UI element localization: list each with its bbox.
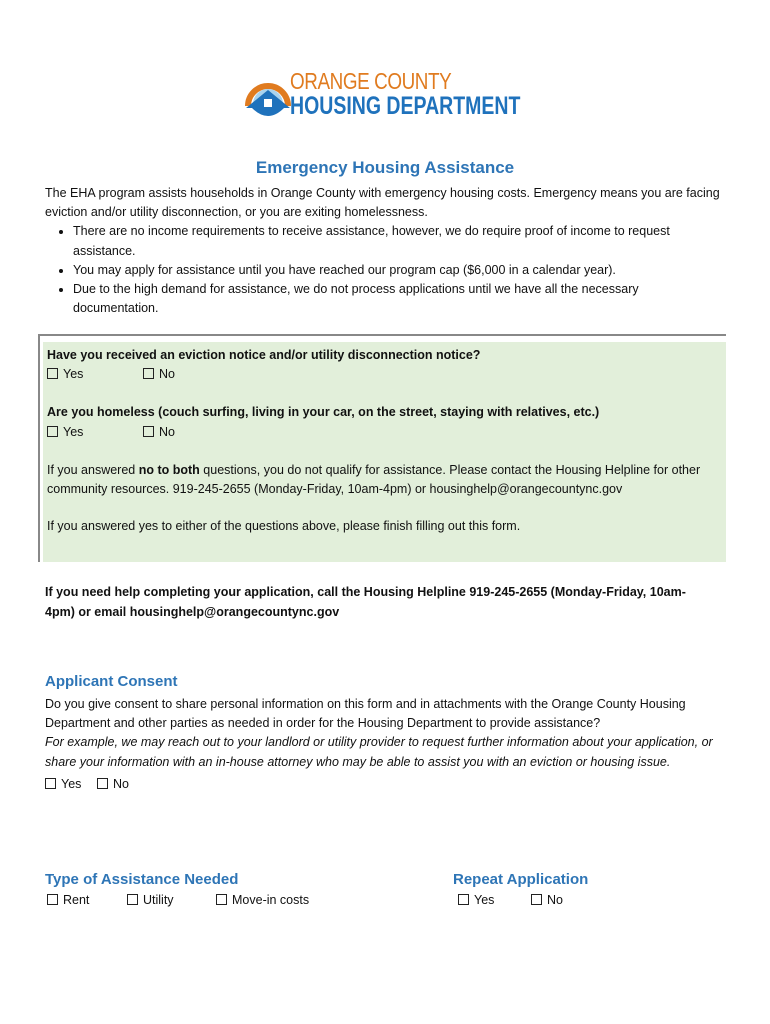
note-bold: no to both — [138, 462, 200, 477]
label: No — [547, 893, 563, 907]
logo-line1: ORANGE COUNTY — [290, 68, 452, 94]
question-homeless: Are you homeless (couch surfing, living in your car, on the street, staying with relatives, etc.) — [47, 405, 600, 420]
homeless-yes-checkbox[interactable] — [47, 423, 143, 442]
assistance-options — [47, 893, 309, 907]
bullet: • There are no income requirements to receive assistance, however, we do require proof of income to request assistance. — [73, 222, 725, 260]
intro — [45, 184, 725, 318]
consent-section — [45, 695, 725, 794]
eligibility-note2: If you answered yes to either of the questions above, please finish filling out this form. — [47, 519, 521, 534]
label: No — [159, 367, 175, 382]
checkbox-icon — [458, 894, 469, 905]
logo-line2: HOUSING DEPARTMENT — [290, 92, 521, 120]
move-in-checkbox[interactable] — [216, 893, 309, 907]
eviction-no-checkbox[interactable] — [143, 365, 175, 384]
utility-checkbox[interactable] — [127, 893, 216, 907]
consent-no-checkbox[interactable] — [97, 775, 129, 794]
note-text: If you answered — [47, 462, 139, 477]
label: No — [159, 424, 175, 439]
label: Yes — [63, 424, 84, 439]
bullet: • You may apply for assistance until you have reached our program cap ($6,000 in a calendar year). — [73, 261, 725, 280]
label: Move-in costs — [232, 893, 310, 907]
repeat-heading: Repeat Application — [453, 871, 589, 888]
label: Yes — [474, 893, 495, 907]
homeless-no-checkbox[interactable] — [143, 423, 175, 442]
eligibility-note — [47, 461, 722, 499]
assistance-heading: Type of Assistance Needed — [45, 871, 239, 888]
bullet: • Due to the high demand for assistance, we do not process applications until we have all the necessary documentation. — [73, 280, 725, 318]
checkbox-icon — [97, 778, 108, 789]
logo — [244, 66, 534, 126]
checkbox-icon — [143, 426, 154, 437]
consent-example: For example, we may reach out to your landlord or utility provider to request further information about your application, or share your information with an in-house attorney who may be able to assist you with an eviction or housing issue. — [45, 735, 713, 769]
label: Utility — [143, 893, 174, 907]
label: Yes — [63, 367, 84, 382]
checkbox-icon — [143, 368, 154, 379]
checkbox-icon — [127, 894, 138, 905]
consent-heading: Applicant Consent — [45, 673, 178, 690]
intro-bullets — [45, 222, 725, 318]
label: Rent — [63, 893, 90, 907]
note-text: questions, you do not qualify for assistance. Please contact the Housing Helpline for other community resources. 919-245-2655 (Monday-Friday, 10am-4pm) or housinghelp@orangecountync.gov — [47, 462, 701, 497]
label: No — [113, 776, 129, 791]
checkbox-icon — [47, 426, 58, 437]
repeat-no-checkbox[interactable] — [531, 893, 563, 907]
checkbox-icon — [47, 894, 58, 905]
repeat-yes-checkbox[interactable] — [458, 893, 531, 907]
checkbox-icon — [45, 778, 56, 789]
label: Yes — [61, 776, 82, 791]
checkbox-icon — [47, 368, 58, 379]
question-eviction: Have you received an eviction notice and/or utility disconnection notice? — [47, 348, 481, 362]
intro-text: The EHA program assists households in Orange County with emergency housing costs. Emergency means you are facing eviction and/or utility disconnection, or you are exiting homelessness. — [45, 186, 720, 220]
checkbox-icon — [216, 894, 227, 905]
rent-checkbox[interactable] — [47, 893, 127, 907]
house-logo-icon — [244, 66, 292, 122]
eligibility-box — [38, 334, 726, 562]
eviction-yes-checkbox[interactable] — [47, 365, 143, 384]
checkbox-icon — [531, 894, 542, 905]
repeat-options — [458, 893, 563, 907]
consent-yes-checkbox[interactable] — [45, 775, 97, 794]
consent-text: Do you give consent to share personal information on this form and in attachments with the Orange County Housing Department and other parties as needed in order for the Housing Department to provide assistance? — [45, 697, 686, 731]
help-text: If you need help completing your application, call the Housing Helpline 919-245-2655 (Monday-Friday, 10am-4pm) or email housinghelp@orangecountync.gov — [45, 585, 686, 619]
page-title: Emergency Housing Assistance — [255, 158, 515, 177]
